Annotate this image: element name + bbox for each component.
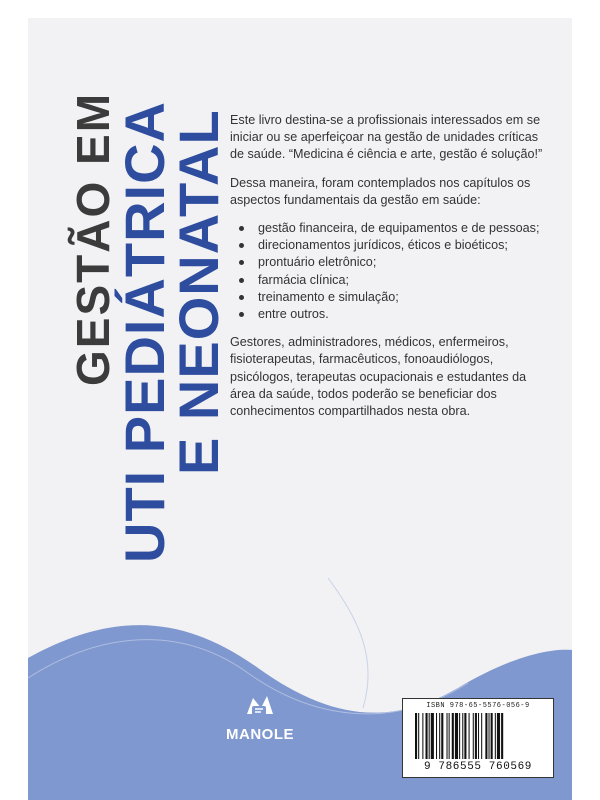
back-cover bbox=[28, 18, 572, 800]
synopsis-paragraph-3: Gestores, administradores, médicos, enfermeiros, fisioterapeutas, farmacêuticos, fonoaudiólogos, psicólogos, terapeutas ocupacionais e estudantes da área da saúde, todos poderão se beneficiar dos conhecimentos compartilhados nesta obra. bbox=[230, 335, 527, 419]
title-line-2: UTI PEDIÁTRICA bbox=[113, 101, 176, 563]
list-item: treinamento e simulação; bbox=[258, 289, 550, 306]
list-item: gestão financeira, de equipamentos e de pessoas; bbox=[258, 220, 550, 237]
publisher-name: MANOLE bbox=[226, 726, 294, 743]
synopsis-paragraph-2: Dessa maneira, foram contemplados nos capítulos os aspectos fundamentais da gestão em saúde: bbox=[230, 175, 531, 207]
list-item: prontuário eletrônico; bbox=[258, 254, 550, 271]
isbn-label: ISBN 978-65-5576-056-9 bbox=[426, 702, 530, 710]
barcode-digits: 9 786555 760569 bbox=[423, 761, 533, 773]
topics-list bbox=[230, 220, 550, 323]
barcode bbox=[402, 698, 554, 778]
title-line-1: GESTÃO EM bbox=[67, 91, 119, 386]
synopsis bbox=[230, 112, 550, 431]
list-item: direcionamentos jurídicos, éticos e bioéticos; bbox=[258, 237, 550, 254]
list-item: farmácia clínica; bbox=[258, 272, 550, 289]
barcode-bars bbox=[413, 713, 543, 759]
manole-logo-icon bbox=[243, 692, 277, 722]
list-item: entre outros. bbox=[258, 306, 550, 323]
title-line-3: E NEONATAL bbox=[167, 109, 230, 475]
synopsis-paragraph-1: Este livro destina-se a profissionais interessados em se iniciar ou se aperfeiçoar na gestão de unidades críticas de saúde. “Medicina é ciência e arte, gestão é solução!” bbox=[230, 113, 543, 162]
publisher-logo bbox=[220, 692, 300, 743]
